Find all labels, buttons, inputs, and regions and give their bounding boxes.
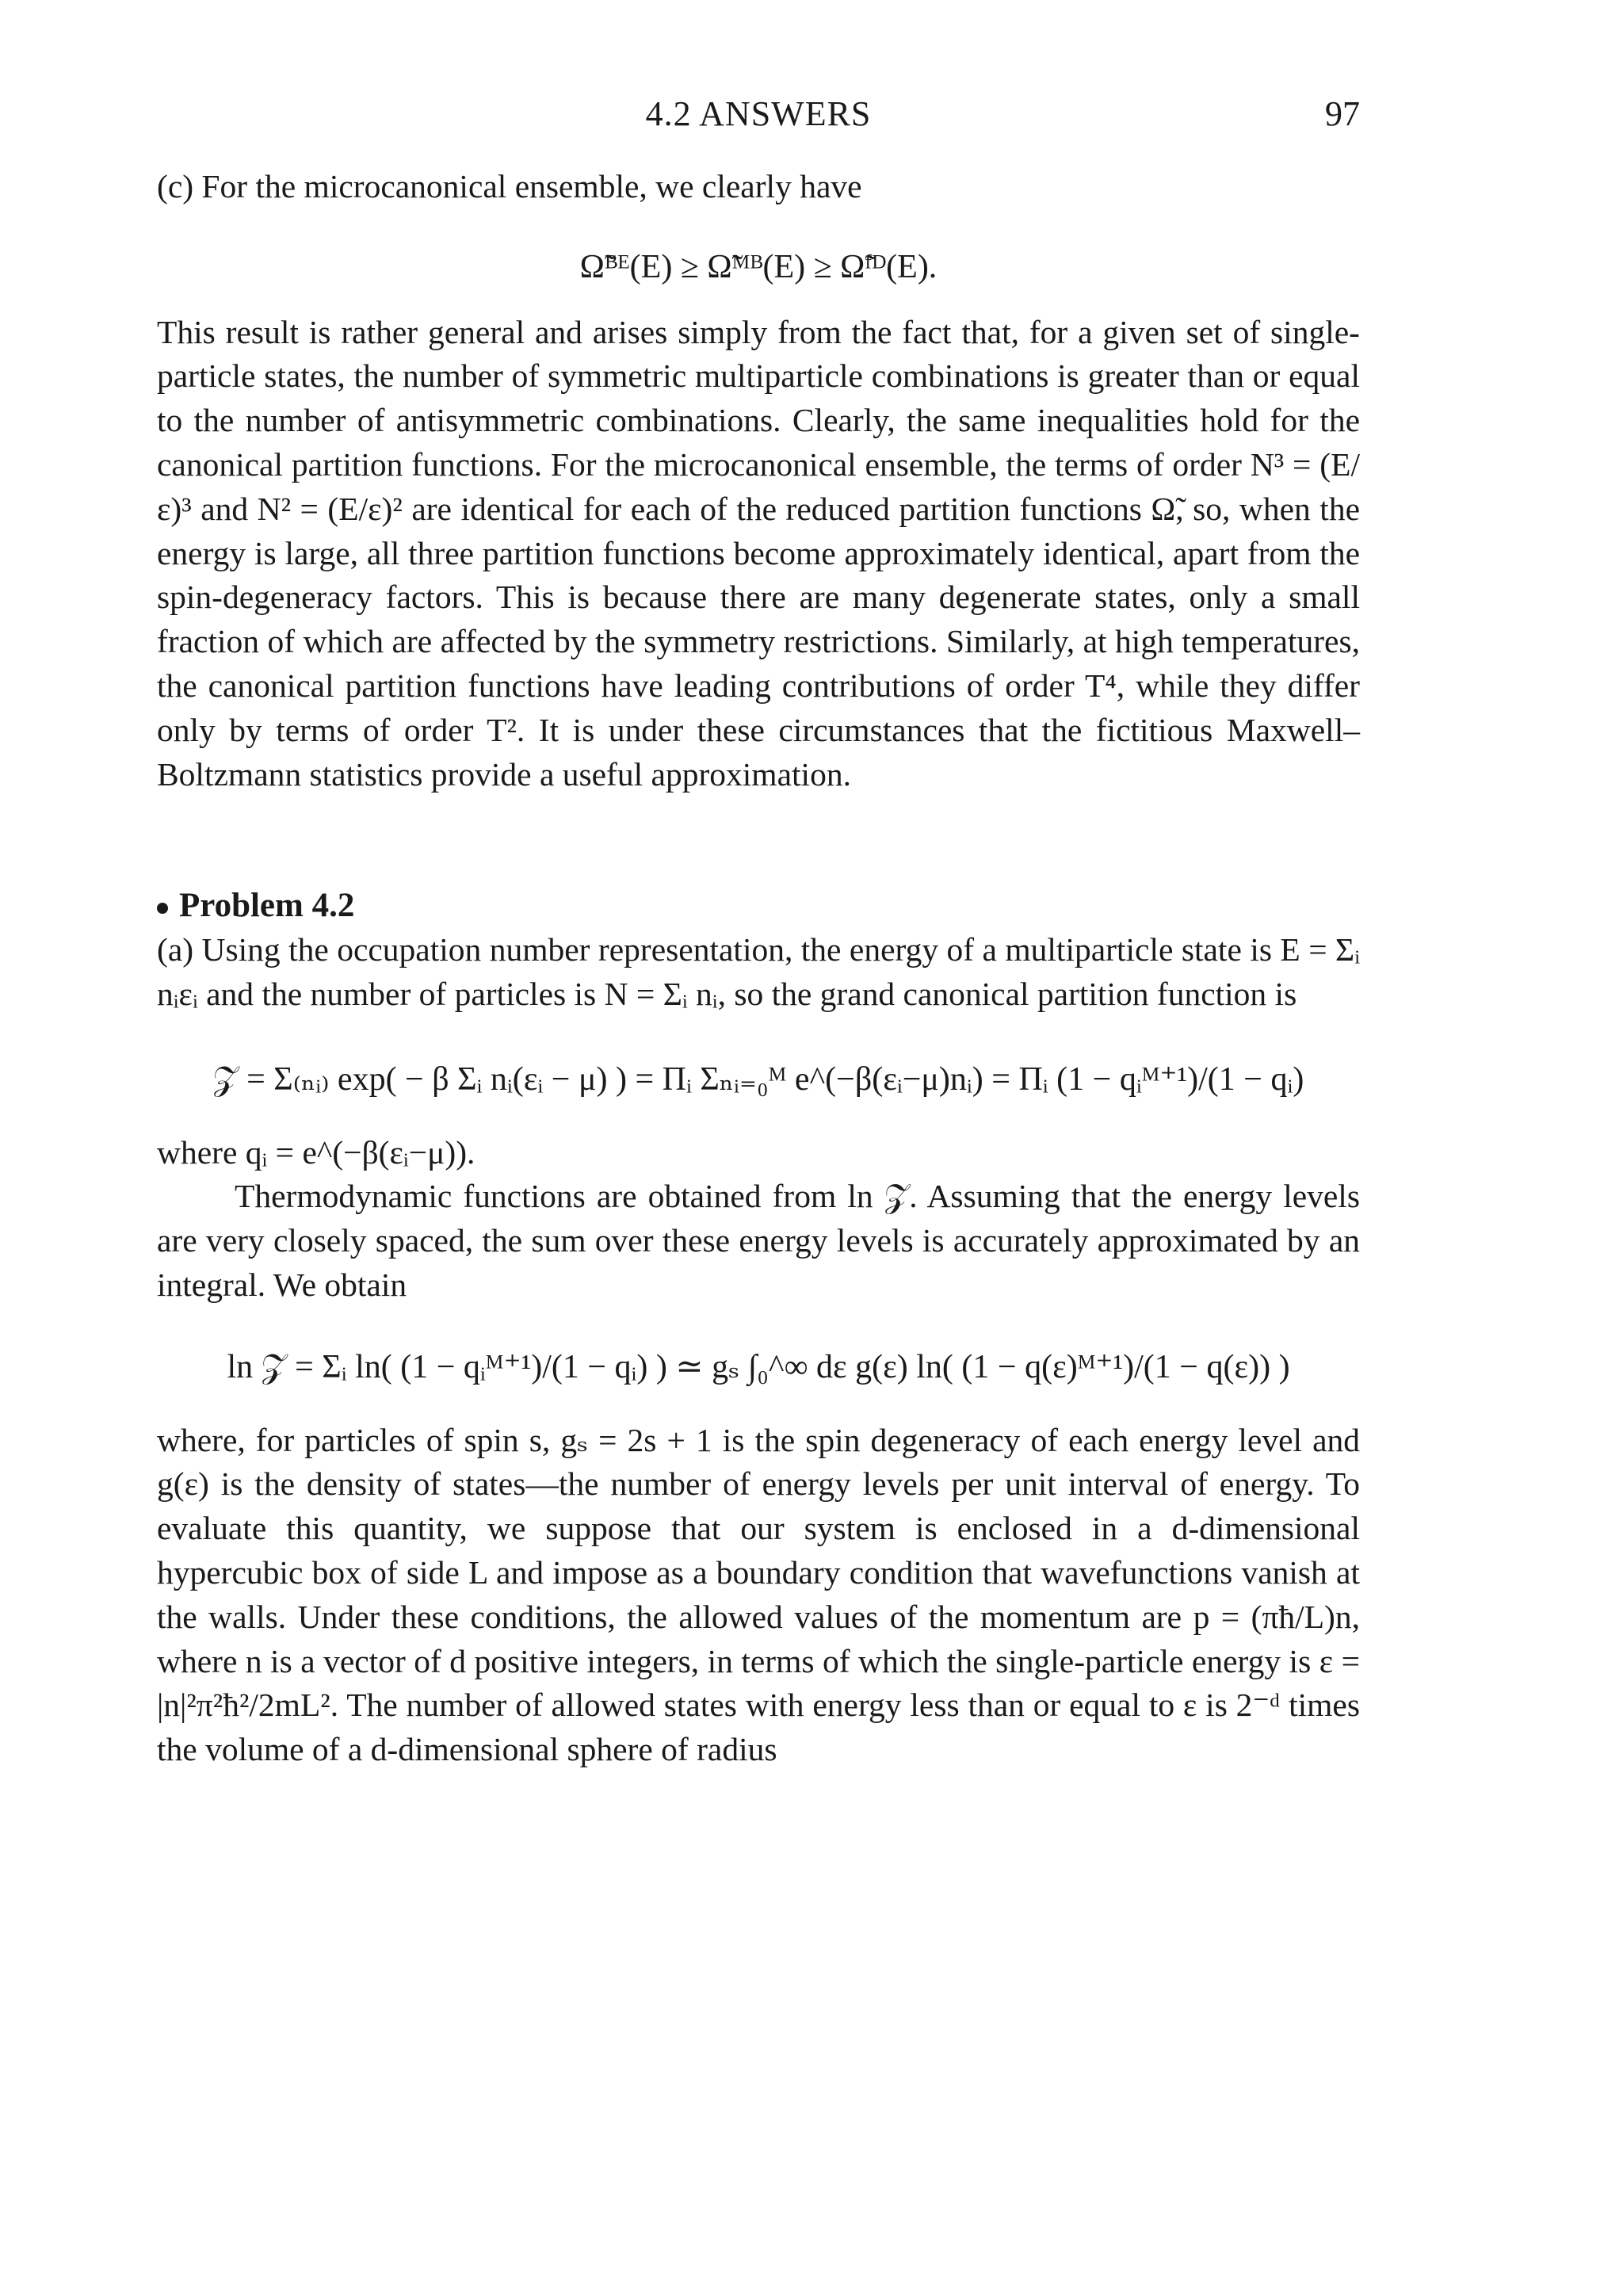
page-number: 97	[1325, 94, 1360, 133]
paragraph-intro: (c) For the microcanonical ensemble, we clearly have	[157, 168, 862, 204]
page-body	[157, 165, 1360, 1772]
running-head	[157, 94, 1360, 141]
equation-omega-inequality: Ω̃ᴮᴱ(E) ≥ Ω̃ᴹᴮ(E) ≥ Ω̃ᶠᴰ(E).	[579, 248, 938, 285]
paragraph-problem-a: (a) Using the occupation number representation, the energy of a multiparticle state is E = Σᵢ nᵢεᵢ and the number of particles is N = Σᵢ nᵢ, so the grand canonical partition function is	[157, 931, 1360, 1012]
section-title: 4.2 ANSWERS	[645, 94, 872, 133]
equation-log-partition-function: ln 𝒵 = Σᵢ ln( (1 − qᵢᴹ⁺¹)/(1 − qᵢ) ) ≃ gₛ ∫₀^∞ dε g(ε) ln( (1 − q(ε)ᴹ⁺¹)/(1 − q(ε)) )	[227, 1348, 1290, 1385]
problem-heading	[157, 884, 1360, 928]
problem-heading-label: Problem 4.2	[179, 887, 355, 925]
paragraph-discussion: This result is rather general and arises simply from the fact that, for a given set of single-particle states, the number of symmetric multiparticle combinations is greater than or equal to the number of antisymmetric combinations. Clearly, the same inequalities hold for the canonical partition functions. For the microcanonical ensemble, the terms of order N³ = (E/ε)³ and N² = (E/ε)² are identical for each of the reduced partition functions Ω̃, so, when the energy is large, all three partition functions become approximately identical, apart from the spin-degeneracy factors. This is because there are many degenerate states, only a small fraction of which are affected by the symmetry restrictions. Similarly, at high temperatures, the canonical partition functions have leading contributions of order T⁴, while they differ only by terms of order T². It is under these circumstances that the fictitious Maxwell–Boltzmann statistics provide a useful approximation.	[157, 313, 1360, 793]
paragraph-thermodynamic: Thermodynamic functions are obtained from ln 𝒵. Assuming that the energy levels are very closely spaced, the sum over these energy levels is accurately approximated by an integral. We obtain	[157, 1178, 1360, 1303]
paragraph-density-of-states: where, for particles of spin s, gₛ = 2s + 1 is the spin degeneracy of each energy level and g(ε) is the density of states—the number of energy levels per unit interval of energy. To evaluate this quantity, we suppose that our system is enclosed in a d-dimensional hypercubic box of side L and impose as a boundary condition that wavefunctions vanish at the walls. Under these conditions, the allowed values of the momentum are p = (πħ/L)n, where n is a vector of d positive integers, in terms of which the single-particle energy is ε = |n|²π²ħ²/2mL². The number of allowed states with energy less than or equal to ε is 2⁻ᵈ times the volume of a d-dimensional sphere of radius	[157, 1421, 1360, 1768]
equation-grand-partition-function: 𝒵 = Σ₍ₙᵢ₎ exp( − β Σᵢ nᵢ(εᵢ − μ) ) = Πᵢ Σₙᵢ₌₀ᴹ e^(−β(εᵢ−μ)nᵢ) = Πᵢ (1 − qᵢᴹ⁺¹)/(1 − qᵢ)	[212, 1060, 1304, 1098]
bullet-icon	[157, 903, 168, 914]
section-gap	[157, 797, 1360, 884]
paragraph-where-q: where qᵢ = e^(−β(εᵢ−μ)).	[157, 1133, 475, 1171]
